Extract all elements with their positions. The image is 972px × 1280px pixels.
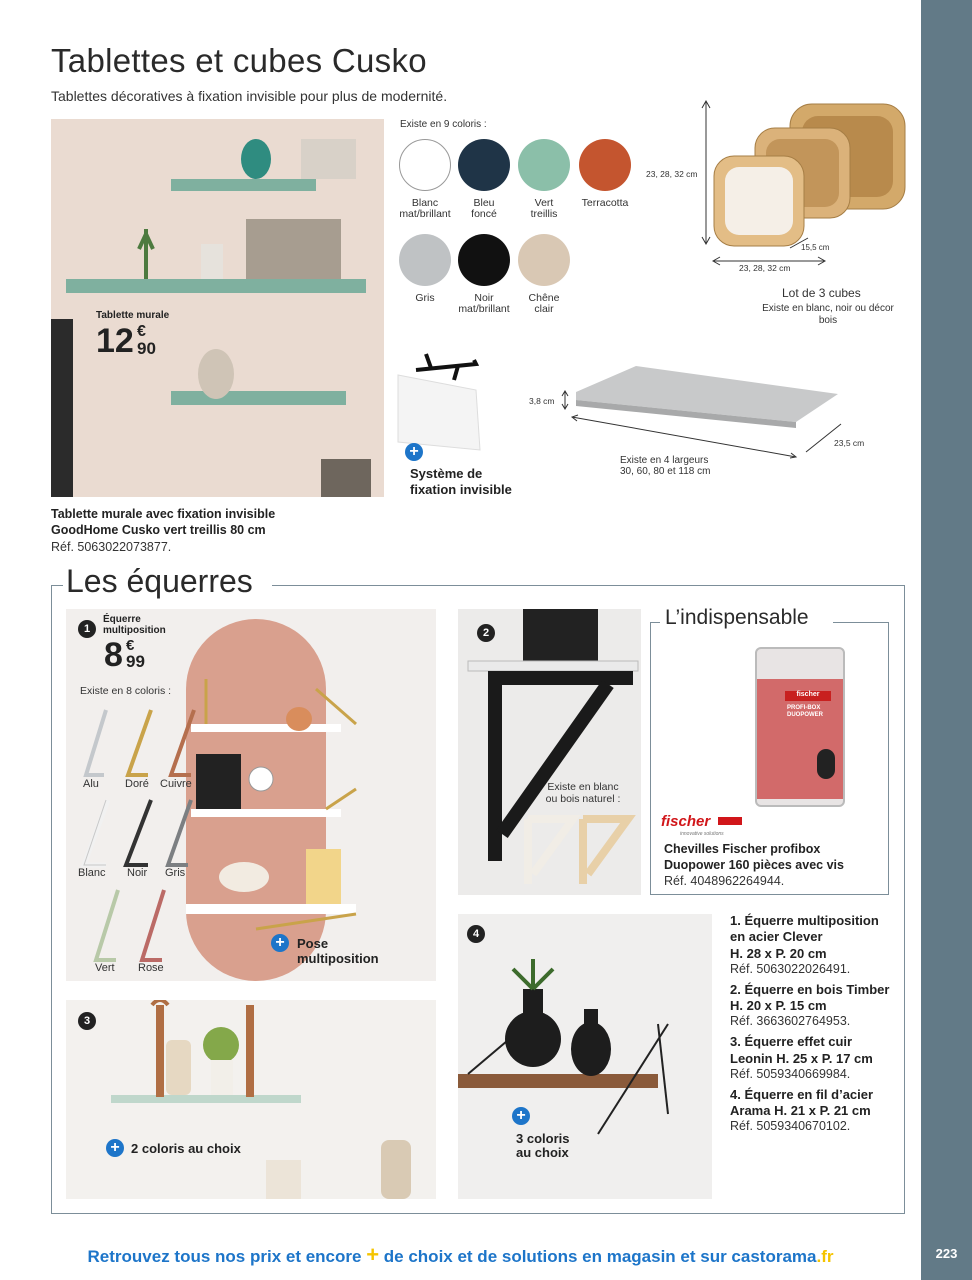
equerre-1-number: 1 [78,620,96,638]
swatch-gris [399,234,451,286]
fischer-tagline: innovative solutions [680,831,724,837]
shelf-illustration [556,362,856,467]
fischer-box-brand: fischer [785,691,831,701]
color-noir: Noir [127,867,148,879]
hero-price [96,322,156,360]
fischer-logo: fischer [661,813,711,830]
equerre-1-price [104,636,145,674]
shelf-widths-2: 30, 60, 80 et 118 cm [620,466,711,477]
equerre-4-feature-1: 3 coloris [516,1131,570,1146]
footer-banner [0,1242,921,1268]
swatch-label-vert-2: treillis [530,208,558,221]
equerre-4-feature-2: au choix [516,1145,569,1160]
equerre-4-plus-icon: + [512,1107,530,1125]
swatch-terracotta [579,139,631,191]
fischer-ref: Réf. 4048962264944. [664,874,785,888]
swatch-label-blanc-2: mat/brillant [399,208,451,221]
product-2: 2. Équerre en bois Timber H. 20 x P. 15 cm Réf. 3663602764953. [730,981,890,1029]
hero-product-name-2: GoodHome Cusko vert treillis 80 cm [51,523,266,537]
fixation-plus-icon: + [405,443,423,461]
swatch-label-chene-1: Chêne [528,292,560,304]
equerre-1-colors-title: Existe en 8 coloris : [80,685,172,697]
fixation-line-2: fixation invisible [410,482,512,497]
fischer-box-line-2: DUOPOWER [787,712,823,718]
swatch-label-chene-2: clair [534,303,554,316]
swatch-label-bleu-2: foncé [471,208,497,221]
footer-text-2: de choix et de solutions en magasin et sur castorama [379,1247,817,1266]
cubes-dim-height: 23, 28, 32 cm [646,169,698,179]
page-subtitle: Tablettes décoratives à fixation invisible pour plus de modernité. [51,88,448,104]
swatch-label-noir-2: mat/brillant [458,303,510,316]
shelf-dim-depth: 23,5 cm [834,438,865,448]
product-3: 3. Équerre effet cuir Leonin H. 25 x P. 17 cm Réf. 5059340669984. [730,1034,873,1081]
shelf-widths-1: Existe en 4 largeurs [620,455,709,466]
color-gris: Gris [165,867,186,879]
equerre-3-feature: 2 coloris au choix [131,1141,241,1156]
equerre-1-feature-2: multiposition [297,951,379,966]
hero-price-label: Tablette murale [96,310,170,321]
hero-shelf-photo [51,119,384,497]
color-rose: Rose [138,962,164,974]
fixation-line-1: Système de [410,466,483,481]
cubes-dim-width: 23, 28, 32 cm [739,263,791,273]
color-cuivre: Cuivre [160,778,192,790]
equerre-1-color-brackets [76,705,201,970]
hero-product-name-1: Tablette murale avec fixation invisible [51,507,276,521]
swatch-noir [458,234,510,286]
equerre-3-photo [66,1000,436,1199]
fischer-box-image [755,647,845,807]
hero-price-cents: 90 [137,339,156,358]
equerre-2-number: 2 [477,624,495,642]
fischer-name-1: Chevilles Fischer profibox [664,842,821,856]
page-sidebar [921,0,972,1280]
fischer-box-line-1: PROFI-BOX [787,705,821,711]
swatch-vert-treillis [518,139,570,191]
equerre-1-feature-1: Pose [297,936,329,951]
colors-title: Existe en 9 coloris : [400,119,487,130]
cubes-dim-depth: 15,5 cm [801,243,830,252]
equerre-1-label-1: Équerre [103,614,141,625]
equerre-1-plus-icon: + [271,934,289,952]
swatch-label-bleu-1: Bleu [473,197,495,209]
product-4: 4. Équerre en fil d’acier Arama H. 21 x P. 21 cm Réf. 5059340670102. [730,1086,874,1134]
hero-price-int: 12 [96,322,134,360]
equerre-2-note-2: ou bois naturel : [545,792,621,805]
equerres-title: Les équerres [66,563,253,599]
color-dore: Doré [125,778,149,790]
cubes-note-1: Existe en blanc, noir ou décor [762,303,894,314]
equerre-4-photo [458,914,712,1199]
fischer-logo-icon [718,817,742,825]
equerre-1-price-int: 8 [104,636,123,674]
product-1: 1. Équerre multiposition en acier Clever H. 28 x P. 20 cm Réf. 5063022026491. [730,913,879,976]
cubes-title: Lot de 3 cubes [782,286,861,300]
equerre-2-photo [458,609,641,895]
hero-price-currency: € [137,323,146,340]
color-blanc: Blanc [78,867,106,879]
color-vert: Vert [95,962,115,974]
indispensable-title: L’indispensable [665,606,809,629]
swatch-label-noir-1: Noir [474,292,494,304]
footer-text-3[interactable]: .fr [816,1247,834,1266]
equerre-4-number: 4 [467,925,485,943]
equerre-3-plus-icon: + [106,1139,124,1157]
page-number: 223 [935,1246,958,1261]
swatch-bleu-fonce [458,139,510,191]
product-list [730,913,910,1133]
hero-illustration [51,119,384,497]
swatch-label-vert-1: Vert [534,197,554,209]
cubes-note-2: bois [818,315,838,326]
swatch-label-gris: Gris [415,292,435,304]
footer-text-1: Retrouvez tous nos prix et encore [87,1247,367,1266]
swatch-chene-clair [518,234,570,286]
footer-plus-icon: + [366,1242,380,1267]
equerre-1-label-2: multiposition [103,624,166,636]
equerre-1-price-currency: € [126,637,135,654]
equerre-2-note-1: Existe en blanc [547,781,619,793]
swatch-label-blanc-1: Blanc [411,197,439,209]
swatch-blanc [399,139,451,191]
page-title: Tablettes et cubes Cusko [51,42,427,79]
equerre-3-number: 3 [78,1012,96,1030]
color-alu: Alu [83,778,99,790]
hero-product-ref: Réf. 5063022073877. [51,540,172,554]
fischer-name-2: Duopower 160 pièces avec vis [664,858,844,872]
swatch-label-terracotta: Terracotta [581,197,629,209]
equerre-1-price-cents: 99 [126,652,145,671]
shelf-dim-height: 3,8 cm [529,396,555,406]
